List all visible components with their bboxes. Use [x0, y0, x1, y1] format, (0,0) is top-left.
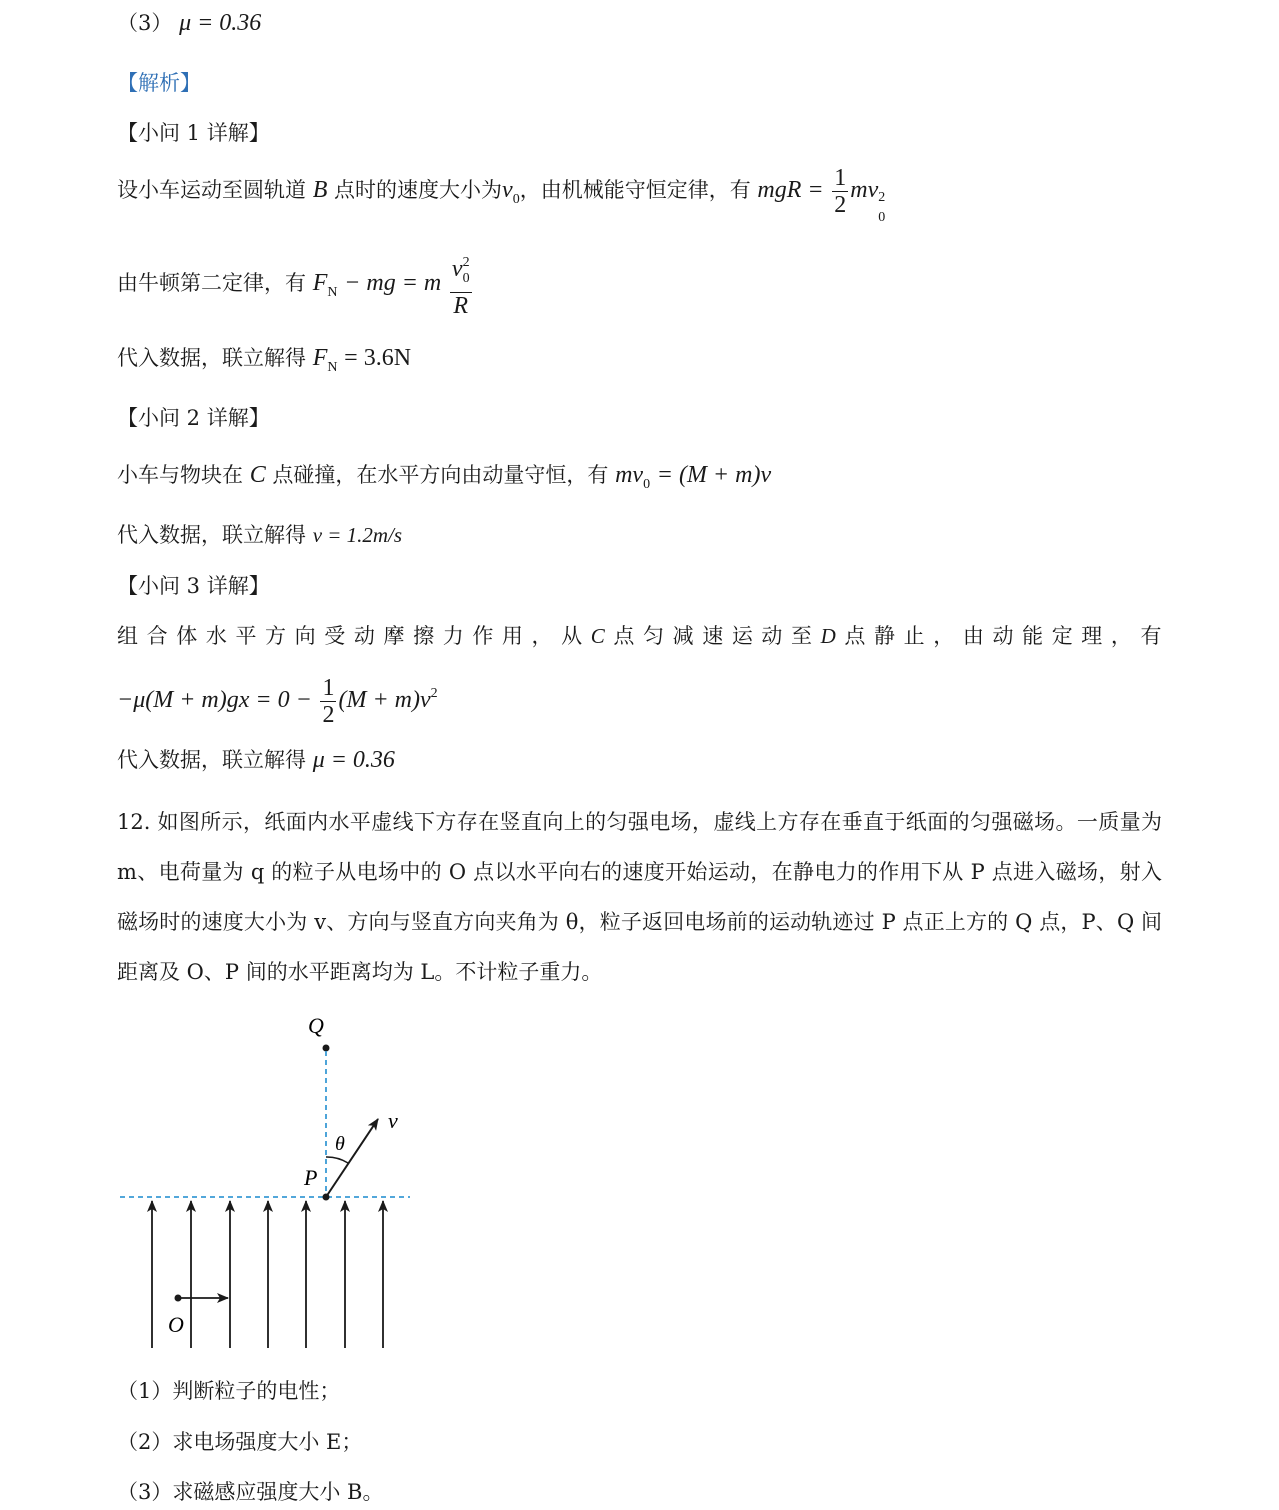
q3-line1-token: 平	[235, 624, 257, 648]
q3-header: 【小问 3 详解】	[117, 574, 270, 598]
answer-label: （3）	[117, 11, 173, 35]
q3-line1-token: 由	[962, 624, 984, 648]
q1-line2-text: 由牛顿第二定律，有	[117, 271, 306, 295]
q1-line1-after: ，由机械能守恒定律，有	[519, 178, 751, 202]
q1-point-b: B	[312, 177, 328, 203]
q1-rhs: mv 2 0	[850, 177, 886, 225]
sub-question-2: （2）求电场强度大小 E；	[117, 1430, 363, 1454]
q3-line1-token: 体	[176, 624, 198, 648]
q3-line1-token: 水	[205, 624, 227, 648]
label-theta: θ	[335, 1133, 345, 1155]
q3-line1-token: 运	[731, 624, 753, 648]
q3-line1-token: 合	[146, 624, 168, 648]
q3-line1-token: 动	[761, 624, 783, 648]
q2-point-c: C	[249, 462, 266, 488]
q3-line1-token: 速	[702, 624, 724, 648]
q2-line1-b: 点碰撞，在水平方向由动量守恒，有	[272, 463, 609, 487]
q3-line3-text: 代入数据，联立解得	[117, 748, 306, 772]
q1-line1	[117, 165, 888, 225]
q3-line1-token: C	[590, 624, 605, 648]
label-p: P	[304, 1165, 318, 1190]
q1-line1-mid: 点时的速度大小为	[334, 178, 503, 202]
q3-line1-token: 受	[324, 624, 346, 648]
label-q: Q	[308, 1013, 324, 1038]
q2-rhs: = (M + m)v	[656, 462, 772, 488]
force-n: $F_N$	[312, 270, 338, 300]
q3-result: μ = 0.36	[312, 747, 395, 773]
electric-field-lines	[152, 1201, 383, 1348]
q2-header: 【小问 2 详解】	[117, 406, 270, 430]
force-n-result: $F_N$	[312, 345, 338, 375]
q3-line1-token: 用	[501, 624, 523, 648]
q2-line1	[117, 460, 771, 500]
q3-line1-token: 点	[844, 624, 866, 648]
answer-expr: μ = 0.36	[179, 10, 262, 36]
q3-line1-token: 动	[353, 624, 375, 648]
q3-line1-token: 方	[265, 624, 287, 648]
q3-line1-token: D	[820, 624, 836, 648]
analysis-header: 【解析】	[117, 71, 201, 95]
q3-line1-token: 至	[791, 624, 813, 648]
angle-arc	[326, 1157, 348, 1163]
q3-line1-token: ，	[531, 624, 553, 648]
fraction-half: $\frac{1}{2}$	[834, 165, 847, 218]
q2-result: v = 1.2m/s	[312, 523, 403, 547]
q3-line2	[117, 675, 438, 728]
q3-line1-token: 理	[1081, 624, 1103, 648]
q3-line2-lhs: −μ(M + m)gx = 0 −	[117, 687, 312, 713]
q3-line1-token: 擦	[413, 624, 435, 648]
q1-line3	[117, 343, 411, 383]
q1-line1-text: 设小车运动至圆轨道	[117, 178, 306, 202]
q2-lhs: $mv_0$	[615, 462, 651, 492]
fraction-v0sq-over-r: $\frac{v_0^2}{R}$	[450, 250, 472, 319]
q3-line1-token: 有	[1140, 624, 1162, 648]
answer-3	[117, 8, 261, 38]
q1-line3-text: 代入数据，联立解得	[117, 346, 306, 370]
q3-line1-token: 能	[1022, 624, 1044, 648]
q3-line1	[117, 621, 1162, 651]
q2-line1-a: 小车与物块在	[117, 463, 243, 487]
q1-result: = 3.6N	[344, 345, 412, 371]
q3-line1-token: 从	[561, 624, 583, 648]
q1-lhs: mgR =	[757, 177, 824, 203]
point-p	[323, 1194, 330, 1201]
q1-line2-expr: − mg = m	[344, 270, 442, 296]
q1-header: 【小问 1 详解】	[117, 121, 270, 145]
q2-line2-text: 代入数据，联立解得	[117, 523, 306, 547]
q3-line1-token: 静	[874, 624, 896, 648]
fraction-half-2: $\frac{1}{2}$	[322, 675, 335, 728]
problem-12-text: 12. 如图所示，纸面内水平虚线下方存在竖直向上的匀强电场，虚线上方存在垂直于纸面的匀强磁场。一质量为 m、电荷量为 q 的粒子从电场中的 O 点以水平向右的速度开始运动，在静电力的作用下从 P 点进入磁场，射入磁场时的速度大小为 v、方向与竖直方向夹角为 θ，粒子返回电场前的运动轨迹过 P 点正上方的 Q 点，P、Q 间距离及 O、P 间的水平距离均为 L。不计粒子重力。	[117, 810, 1162, 984]
point-q	[323, 1045, 330, 1052]
q3-line2-rhs: $(M + m)v^2$	[338, 686, 438, 713]
sub-question-3: （3）求磁感应强度大小 B。	[117, 1480, 384, 1504]
q3-line1-token: 力	[442, 624, 464, 648]
q3-line1-token: ，	[1110, 624, 1132, 648]
q3-line1-token: 向	[294, 624, 316, 648]
q3-line1-token: 动	[992, 624, 1014, 648]
sub-question-1: （1）判断粒子的电性；	[117, 1379, 341, 1403]
q2-line2	[117, 520, 402, 550]
label-v: v	[388, 1108, 398, 1133]
field-diagram	[110, 1005, 430, 1355]
q1-v0: $v_0$	[502, 177, 520, 207]
q3-line1-token: 减	[672, 624, 694, 648]
q3-line1-token: 止	[903, 624, 925, 648]
q1-line2	[117, 250, 474, 319]
q3-line1-token: ，	[933, 624, 955, 648]
q3-line1-token: 摩	[383, 624, 405, 648]
q3-line1-token: 定	[1051, 624, 1073, 648]
q3-line1-token: 作	[472, 624, 494, 648]
label-o: O	[168, 1312, 184, 1337]
q3-line3	[117, 745, 395, 775]
q3-line1-token: 组	[117, 624, 138, 648]
q3-line1-token: 点	[613, 624, 635, 648]
q3-line1-token: 匀	[642, 624, 664, 648]
